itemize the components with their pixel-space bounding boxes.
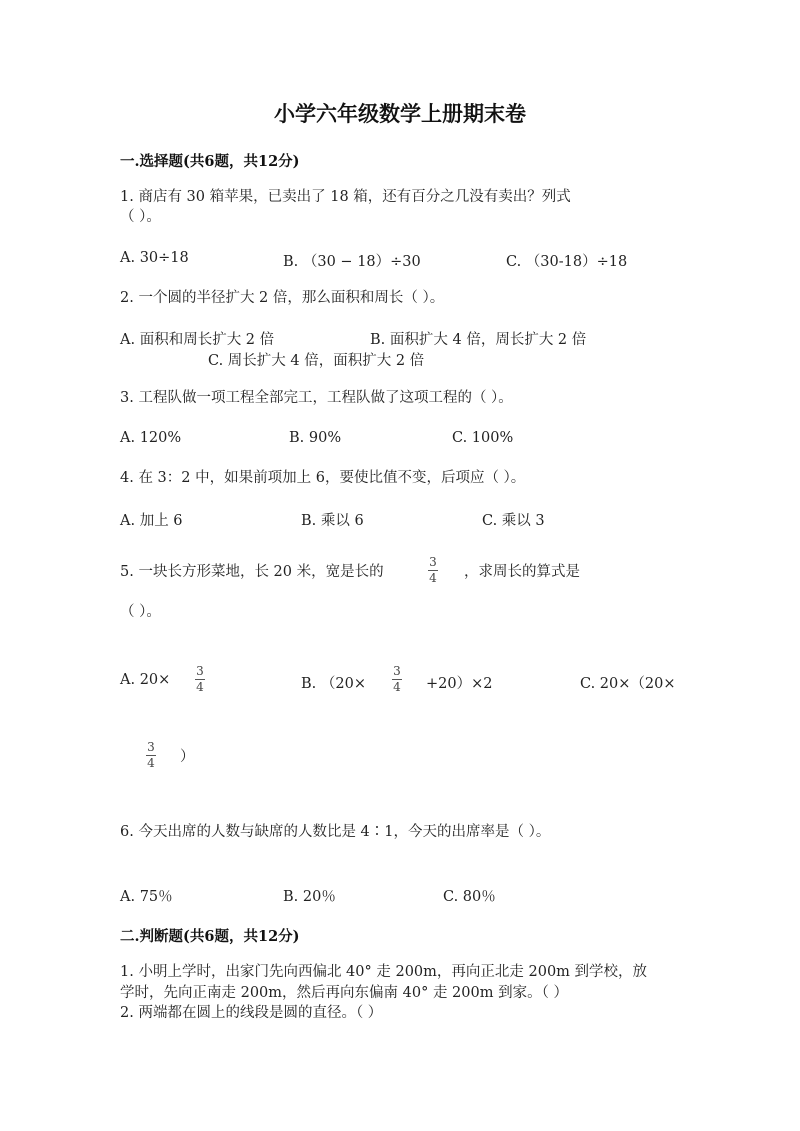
question-4-option-a: A. 加上 6 xyxy=(120,513,183,529)
question-6-option-c: C. 80％ xyxy=(443,889,496,905)
question-1-option-a: A. 30÷18 xyxy=(120,250,189,266)
question-3-option-c: C. 100% xyxy=(452,430,514,446)
question-5-option-c-fraction xyxy=(146,741,156,769)
question-3-option-b: B. 90% xyxy=(289,430,342,446)
question-5-option-a-fraction xyxy=(195,665,205,693)
question-5-blank: （ ）。 xyxy=(120,604,161,620)
question-5-option-a: A. 20× xyxy=(120,672,171,688)
question-2-option-a: A. 面积和周长扩大 2 倍 xyxy=(120,332,275,348)
fraction-denominator: 4 xyxy=(147,756,155,770)
question-2-option-b: B. 面积扩大 4 倍，周长扩大 2 倍 xyxy=(370,332,587,348)
question-4-option-b: B. 乘以 6 xyxy=(301,513,364,529)
question-3-option-a: A. 120% xyxy=(120,430,182,446)
question-5-option-c: C. 20×（20× xyxy=(580,676,676,692)
question-6-option-a: A. 75％ xyxy=(120,889,173,905)
question-5-option-b-cont: +20）×2 xyxy=(426,676,493,692)
question-5-option-b-fraction xyxy=(392,665,402,693)
question-1-option-b: B. （30 − 18）÷30 xyxy=(283,254,421,270)
judgment-1-text: 1. 小明上学时，出家门先向西偏北 40° 走 200m，再向正北走 200m 到学校，放 xyxy=(120,964,648,980)
fraction-denominator: 4 xyxy=(393,680,401,694)
question-3-text: 3. 工程队做一项工程全部完工，工程队做了这项工程的（ ）。 xyxy=(120,390,513,406)
question-5-text-cont: ，求周长的算式是 xyxy=(464,564,580,580)
question-6-text: 6. 今天出席的人数与缺席的人数比是 4∶1，今天的出席率是（ ）。 xyxy=(120,824,551,840)
question-5-fraction xyxy=(428,556,438,584)
question-5-option-b: B. （20× xyxy=(301,676,366,692)
page-title: 小学六年级数学上册期末卷 xyxy=(274,101,526,126)
fraction-numerator: 3 xyxy=(429,555,437,569)
question-4-text: 4. 在 3：2 中，如果前项加上 6，要使比值不变，后项应（ ）。 xyxy=(120,470,526,486)
fraction-denominator: 4 xyxy=(196,680,204,694)
fraction-numerator: 3 xyxy=(196,664,204,678)
question-1-blank: （ ）。 xyxy=(120,209,161,225)
judgment-2-text: 2. 两端都在圆上的线段是圆的直径。（ ） xyxy=(120,1005,383,1021)
question-2-text: 2. 一个圆的半径扩大 2 倍，那么面积和周长（ ）。 xyxy=(120,290,445,306)
fraction-numerator: 3 xyxy=(393,664,401,678)
question-5-text: 5. 一块长方形菜地，长 20 米，宽是长的 xyxy=(120,564,384,580)
question-4-option-c: C. 乘以 3 xyxy=(482,513,545,529)
question-1-option-c: C. （30-18）÷18 xyxy=(506,254,628,270)
judgment-1-text-cont: 学时，先向正南走 200m，然后再向东偏南 40° 走 200m 到家。（ ） xyxy=(120,985,568,1001)
section-heading-choice: 一.选择题(共6题，共12分) xyxy=(120,153,300,170)
question-2-option-c: C. 周长扩大 4 倍，面积扩大 2 倍 xyxy=(208,353,425,369)
section-heading-judgment: 二.判断题(共6题，共12分) xyxy=(120,928,300,945)
question-6-option-b: B. 20％ xyxy=(283,889,336,905)
question-1-text: 1. 商店有 30 箱苹果，已卖出了 18 箱，还有百分之几没有卖出？列式 xyxy=(120,189,571,205)
question-5-option-c-cont: ） xyxy=(180,749,195,765)
fraction-denominator: 4 xyxy=(429,571,437,585)
fraction-numerator: 3 xyxy=(147,740,155,754)
